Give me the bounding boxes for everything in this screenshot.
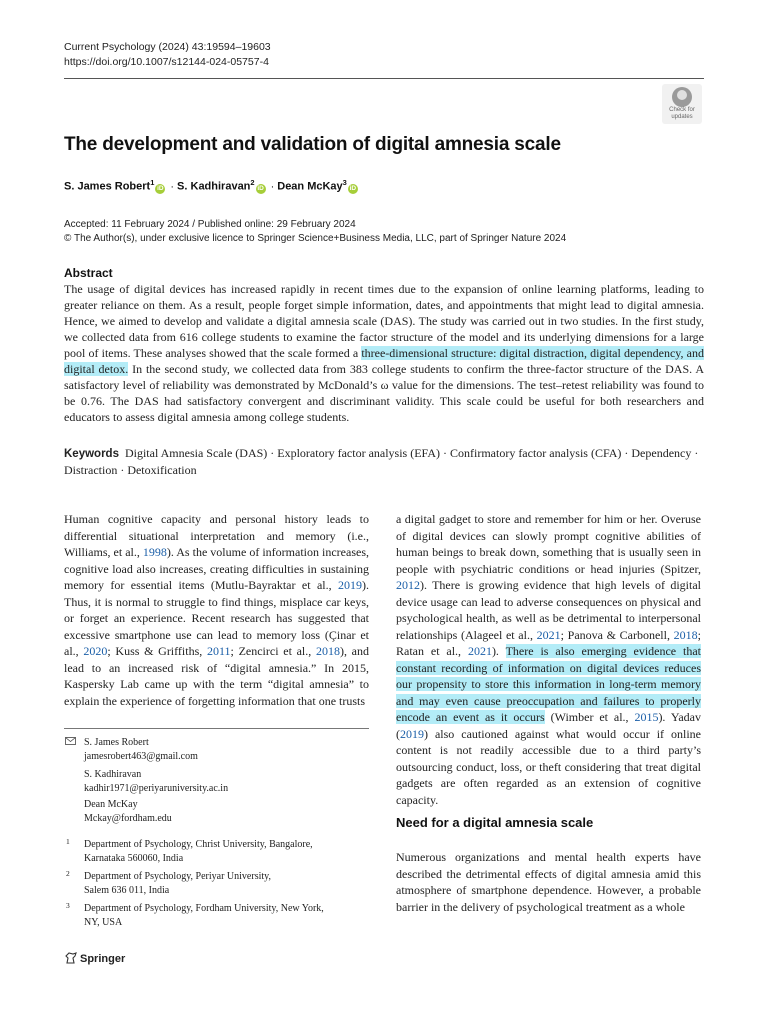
check-for-updates-icon[interactable] xyxy=(662,84,702,124)
author-affil-num: 1 xyxy=(150,178,155,187)
section-paragraph: Numerous organizations and mental health experts have described the detrimental effects of digital amnesia amid this atmosphere of smartphone dependence. However, a probable barrier in the delivery of psychological treatment as a whole xyxy=(396,850,701,914)
author-affil-num: 3 xyxy=(342,178,347,187)
journal-header xyxy=(64,40,271,70)
citation-link[interactable]: 1998 xyxy=(142,545,167,559)
journal-doi[interactable]: https://doi.org/10.1007/s12144-024-05757-4 xyxy=(64,56,269,68)
affiliation-number: 3 xyxy=(66,901,70,910)
author-separator: · xyxy=(270,180,275,193)
author-separator: · xyxy=(170,180,175,193)
author-name[interactable]: S. Kadhiravan xyxy=(177,180,251,193)
contact-name: S. Kadhiravan xyxy=(84,769,142,780)
dates-line: Accepted: 11 February 2024 / Published online: 29 February 2024 xyxy=(64,219,356,230)
citation-link[interactable]: 2019 xyxy=(400,726,424,741)
contact-email[interactable]: kadhir1971@periyaruniversity.ac.in xyxy=(84,782,229,794)
affiliation-number: 1 xyxy=(66,837,70,846)
affiliation-line: NY, USA xyxy=(84,916,123,928)
citation-link[interactable]: 2018 xyxy=(673,627,698,642)
contact-email[interactable]: Mckay@fordham.edu xyxy=(84,812,172,824)
author-affil-num: 2 xyxy=(250,178,255,187)
contact-name: S. James Robert xyxy=(84,737,149,748)
abstract-heading: Abstract xyxy=(64,266,113,280)
affiliation-line: Karnataka 560060, India xyxy=(84,852,184,864)
copyright-line: © The Author(s), under exclusive licence to Springer Science+Business Media, LLC, part of Springer Nature 2024 xyxy=(64,233,567,244)
footnote-rule xyxy=(64,728,369,729)
author-name[interactable]: S. James Robert xyxy=(64,180,151,193)
badge-text: Check for updates xyxy=(669,107,695,120)
citation-link[interactable]: 2021 xyxy=(467,644,492,658)
contact-entry xyxy=(84,736,198,763)
citation-link[interactable]: 2018 xyxy=(315,644,340,658)
keywords-list: Digital Amnesia Scale (DAS) · Exploratory factor analysis (EFA) · Confirmatory factor analysis (CFA) · Dependency · Distraction · Detoxification xyxy=(64,446,699,477)
section-heading: Need for a digital amnesia scale xyxy=(396,815,594,830)
publisher-name: Springer xyxy=(80,953,126,965)
citation-link[interactable]: 2012 xyxy=(396,578,420,592)
body-right-paragraph: a digital gadget to store and remember for him or her. Overuse of digital devices can slowly prompt cognitive abilities of human beings to break down, something that is usually seen in people with psychiatric conditions or head injuries (Spitzer, 2012). There is growing evidence that high levels of digital device usage can lead to adverse consequences on physical and psychological health, as well as be detrimental to interpersonal relationships (Alageel et al., 2021; Panova & Carbonell, 2018; Ratan et al., 2021). There is also emerging evidence that constant recording of information on digital devices reduces our propensity to store this information in long-term memory and may even cause preoccupation and failures to properly encode an event as it occurs (Wimber et al., 2015). Yadav (2019) also cautioned against what would occur if online content is not readily accessible due to a third party’s outsourcing conduct, loss, or theft considering that treat digital gadgets are often regarded as an extension of cognitive capacity. xyxy=(396,512,702,807)
author-list xyxy=(64,178,360,194)
contact-entry xyxy=(84,798,172,825)
body-left-paragraph: Human cognitive capacity and personal history leads to differential situational interpretation and memory (i.e., Williams, et al., 1998). As the volume of information increases, cognitive load also increases, creating difficulties in sustaining memory for essential items (Mutlu-Bayraktar et al., 2019). Thus, it is normal to struggle to find things, misplace car keys, or forget an experience. Recent research has suggested that excessive smartphone use can lead to memory loss (Çinar et al., 2020; Kuss & Griffiths, 2011; Zencirci et al., 2018), and lead to an increased risk of “digital amnesia.” In 2015, Kaspersky Lab came up with the term “digital amnesia” to explain the experience of forgetting information that one trusts xyxy=(64,512,369,708)
journal-citation: Current Psychology (2024) 43:19594–19603 xyxy=(64,41,271,53)
contact-email[interactable]: jamesrobert463@gmail.com xyxy=(84,750,198,762)
orcid-icon[interactable]: iD xyxy=(349,184,357,192)
badge-circle xyxy=(672,87,692,107)
citation-link[interactable]: 2020 xyxy=(83,644,108,658)
publisher-footer xyxy=(64,952,125,965)
orcid-icon[interactable]: iD xyxy=(157,184,164,192)
author-name[interactable]: Dean McKay xyxy=(277,180,343,193)
article-title: The development and validation of digital amnesia scale xyxy=(64,134,561,155)
affiliation-number: 2 xyxy=(66,869,70,878)
orcid-icon[interactable]: iD xyxy=(257,184,264,192)
affiliation-line: Department of Psychology, Christ University, Bangalore, xyxy=(84,839,313,850)
keywords-heading: Keywords xyxy=(64,448,119,460)
author-contacts xyxy=(64,736,369,936)
contact-entry xyxy=(84,768,228,795)
citation-link[interactable]: 2015 xyxy=(634,710,659,724)
mail-icon xyxy=(65,737,76,745)
citation-link[interactable]: 2019 xyxy=(338,578,362,592)
citation-link[interactable]: 2021 xyxy=(536,627,561,642)
header-rule xyxy=(64,78,704,79)
springer-horse-icon xyxy=(64,952,78,964)
publication-dates xyxy=(64,218,566,246)
abstract-highlight: three-dimensional structure: digital distraction, digital dependency, and digital detox. xyxy=(64,346,704,376)
abstract-text: The usage of digital devices has increased rapidly in recent times due to the expansion of online learning platforms, leading to greater reliance on them. As a result, people forget simple information, dates, and appointments that might lead to digital amnesia. Hence, we aimed to develop and validate a digital amnesia scale (DAS). The study was carried out in two studies. In the first study, we collected data from 616 college students to examine the factor structure of the model and its underlying dimensions for a large pool of items. These analyses showed that the scale formed a three-dimensional structure: digital distraction, digital dependency, and digital detox. In the second study, we collected data from 383 college students to confirm the three-factor structure of the DAS. A satisfactory level of reliability was demonstrated by McDonald’s ω value for the dimensions. The test–retest reliability was found to be 0.76. The DAS had satisfactory convergent and discriminant validity. This scale could be useful for both researchers and educators to assess digital amnesia among college students. xyxy=(64,282,704,424)
affiliation-line: Department of Psychology, Periyar University, xyxy=(84,871,271,882)
citation-link[interactable]: 2011 xyxy=(206,644,231,658)
affiliation-line: Department of Psychology, Fordham University, New York, xyxy=(84,903,324,914)
body-highlight: There is also emerging evidence that constant recording of information on digital devices reduces our propensity to store this information in long-term memory and may even cause preoccupation and failures to properly encode an event as it occurs xyxy=(396,644,702,724)
keywords xyxy=(64,445,704,478)
affiliation-line: Salem 636 011, India xyxy=(84,884,170,896)
contact-name: Dean McKay xyxy=(84,799,138,810)
